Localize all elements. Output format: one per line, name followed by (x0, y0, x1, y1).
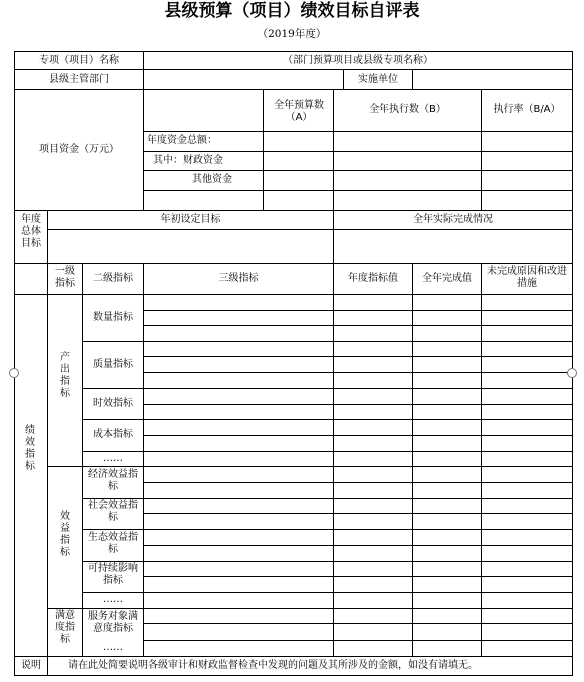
performance-indicators-label: 绩效指标 (25, 425, 35, 472)
col-done-header: 全年完成值 (422, 273, 472, 284)
col-rate-header: 执行率（B/A） (493, 104, 561, 115)
benefit-ellipsis: …… (103, 594, 123, 605)
funds-label: 项目资金（万元） (39, 144, 119, 155)
project-name-hint: （部门预算项目或县级专项名称） (283, 55, 433, 66)
benefit-indicators-label: 效益指标 (60, 511, 70, 558)
economic-benefit-label: 经济效益指标 (88, 469, 138, 492)
col-reason-header: 未完成原因和改进措施 (487, 266, 567, 289)
col-target-header: 年度指标值 (348, 273, 398, 284)
actual-completion-header: 全年实际完成情况 (413, 214, 493, 225)
form-title: 县级预算（项目）绩效目标自评表 (164, 1, 420, 21)
note-text: 请在此处简要说明各级审计和财政监督检查中发现的问题及其所涉及的金额，如没有请填无。 (68, 660, 478, 671)
quantity-indicator-label: 数量指标 (93, 312, 133, 323)
funds-fiscal-label: 其中：财政资金 (153, 155, 223, 166)
col-level1-header: 一级指标 (55, 266, 75, 289)
col-level2-header: 二级指标 (93, 273, 133, 284)
project-name-label: 专项（项目）名称 (39, 55, 119, 66)
col-exec-header: 全年执行数（B） (369, 104, 446, 115)
output-indicators-label: 产出指标 (60, 352, 70, 399)
social-benefit-label: 社会效益指标 (88, 500, 138, 523)
service-satisfaction-label: 服务对象满意度指标 (88, 611, 138, 634)
output-ellipsis: …… (103, 453, 123, 464)
sustainable-impact-label: 可持续影响指标 (88, 563, 138, 586)
dept-label: 县级主管部门 (49, 74, 109, 85)
note-label: 说明 (21, 660, 41, 671)
ecological-benefit-label: 生态效益指标 (88, 532, 138, 555)
col-budget-header: 全年预算数（A） (274, 100, 324, 123)
quality-indicator-label: 质量指标 (93, 359, 133, 370)
form-year: （2019年度） (257, 28, 327, 40)
funds-total-label: 年度资金总额： (147, 135, 217, 146)
cost-indicator-label: 成本指标 (93, 429, 133, 440)
initial-goal-header: 年初设定目标 (160, 214, 221, 225)
impl-unit-label: 实施单位 (358, 74, 398, 85)
funds-other-label: 其他资金 (192, 174, 232, 185)
right-resize-handle[interactable] (567, 368, 577, 378)
left-resize-handle[interactable] (9, 368, 19, 378)
annual-goals-label: 年度总体目标 (21, 214, 41, 249)
timeliness-indicator-label: 时效指标 (93, 398, 133, 409)
col-level3-header: 三级指标 (218, 273, 259, 284)
satisfaction-ellipsis: …… (103, 642, 123, 653)
satisfaction-indicators-label: 满意度指标 (55, 610, 75, 645)
